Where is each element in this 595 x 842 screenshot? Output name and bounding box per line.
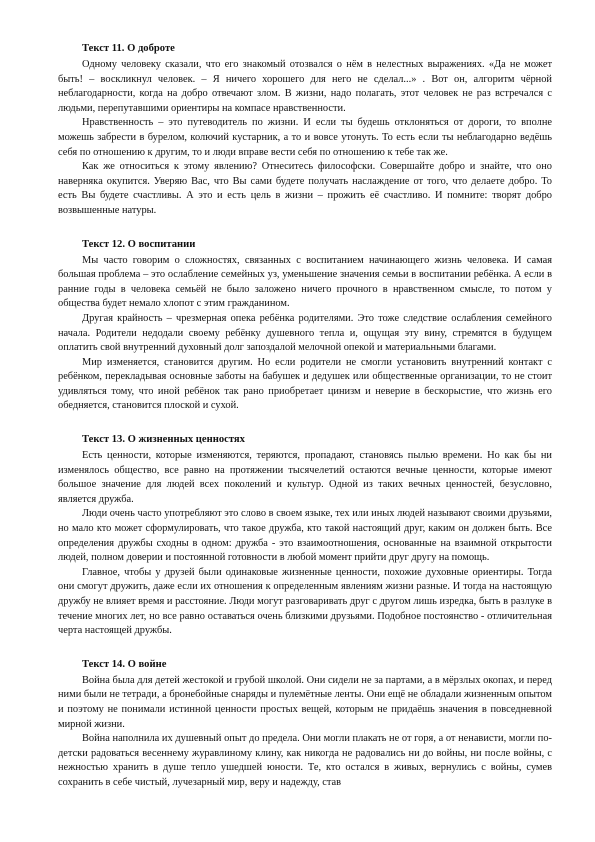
section-heading: Текст 12. О воспитании: [82, 238, 196, 250]
text-section-13: [58, 431, 552, 639]
paragraph: Есть ценности, которые изменяются, теряются, пропадают, становясь пылью времени. Но как бы ни изменялось общество, все равно на протяжении тысячелетий остаются вечные ценности, которые имеют большое значение для людей всех поколений и культур. Одной из таких вечных ценностей, безусловно, является дружба.: [58, 450, 552, 505]
section-heading: Текст 14. О войне: [82, 658, 167, 670]
paragraph: Нравственность – это путеводитель по жизни. И если ты будешь отклоняться от дороги, то вполне можешь забрести в бурелом, колючий кустарник, а то и вовсе утонуть. То есть если ты неблагодарно ведёшь себя по отношению к другим, то и люди вправе вести себя по отношению к тебе так же.: [58, 117, 552, 158]
paragraph: Мы часто говорим о сложностях, связанных с воспитанием начинающего жизнь человека. И самая большая проблема – это ослабление семейных уз, уменьшение значения семьи в воспитании ребёнка. А если в ранние годы в человека семьёй не было заложено ничего прочного в нравственном смысле, то потом у общества будет немало хлопот с этим гражданином.: [58, 254, 552, 310]
section-heading: Текст 11. О доброте: [82, 43, 175, 54]
paragraph: Другая крайность – чрезмерная опека ребёнка родителями. Это тоже следствие ослабления семейного начала. Родители недодали своему ребёнку душевного тепла и, ощущая эту вину, стремятся в будущем оплатить свой внутренний духовный долг запоздалой мелочной опекой и материальными благами.: [58, 312, 552, 354]
text-section-11: [58, 40, 552, 219]
paragraph: Одному человеку сказали, что его знакомый отозвался о нём в нелестных выражениях. «Да не может быть! – воскликнул человек. – Я ничего хорошего для него не сделал...» . Вот он, алгоритм чёрной неблагодарности, когда на добро отвечают злом. В жизни, надо полагать, этот человек не раз встречался с людьми, перепутавшими ориентиры на компасе нравственности.: [58, 59, 552, 114]
paragraph: Война наполнила их душевный опыт до предела. Они могли плакать не от горя, а от ненависти, могли по-детски радоваться весеннему журавлиному клину, как никогда не радовались ни до войны, ни после войны, с нежностью хранить в душе тепло ушедшей юности. Те, кто остался в живых, вернулись с войны, сумев сохранить в себе чистый, лучезарный мир, веру и надежду, став: [58, 733, 552, 788]
paragraph: Война была для детей жестокой и грубой школой. Они сидели не за партами, а в мёрзлых окопах, и перед ними были не тетради, а бронебойные снаряды и пулемётные ленты. Они ещё не обладали жизненным опытом и поэтому не понимали истинной ценности простых вещей, которым не придаёшь значения в повседневной мирной жизни.: [58, 674, 552, 730]
section-heading: Текст 13. О жизненных ценностях: [82, 434, 245, 446]
paragraph: Как же относиться к этому явлению? Отнеситесь философски. Совершайте добро и знайте, что оно навернякa окупится. Уверяю Вас, что Вы сами будете получать наслаждение от того, что делаете добро. То есть Вы будете счастливы. А это и есть цель в жизни – прожить её счастливо. И помните: творят добро возвышенные натуры.: [58, 161, 552, 216]
paragraph: Главное, чтобы у друзей были одинаковые жизненные ценности, похожие духовные ориентиры. Тогда они смогут дружить, даже если их отношения к определенным явлениям жизни разные. И тогда на настоящую дружбу не влияет время и расстояние. Люди могут разговаривать друг с другом лишь изредка, быть в разлуке в течение многих лет, но все равно оставаться очень близкими друзьями. Подобное постоянство - отличительная черта настоящей дружбы.: [58, 566, 552, 637]
paragraph: Люди очень часто употребляют это слово в своем языке, тех или иных людей называют своими друзьями, но мало кто может сформулировать, что такое дружба, кто такой настоящий друг, каким он должен быть. Все определения дружбы сходны в одном: дружба - это взаимоотношения, основанные на взаимной открытости людей, полном доверии и постоянной готовности в любой момент прийти друг другу на помощь.: [58, 508, 552, 564]
text-section-12: [58, 236, 552, 415]
paragraph: Мир изменяется, становится другим. Но если родители не смогли установить внутренний контакт с ребёнком, перекладывая основные заботы на бабушек и дедушек или общественные организации, то не стоит удивляться тому, что иной ребёнок так рано приобретает цинизм и неверие в бескорыстие, что жизнь его обедняется, становится плоской и сухой.: [58, 356, 552, 412]
text-section-14: [58, 656, 552, 791]
document-page: [58, 40, 552, 808]
